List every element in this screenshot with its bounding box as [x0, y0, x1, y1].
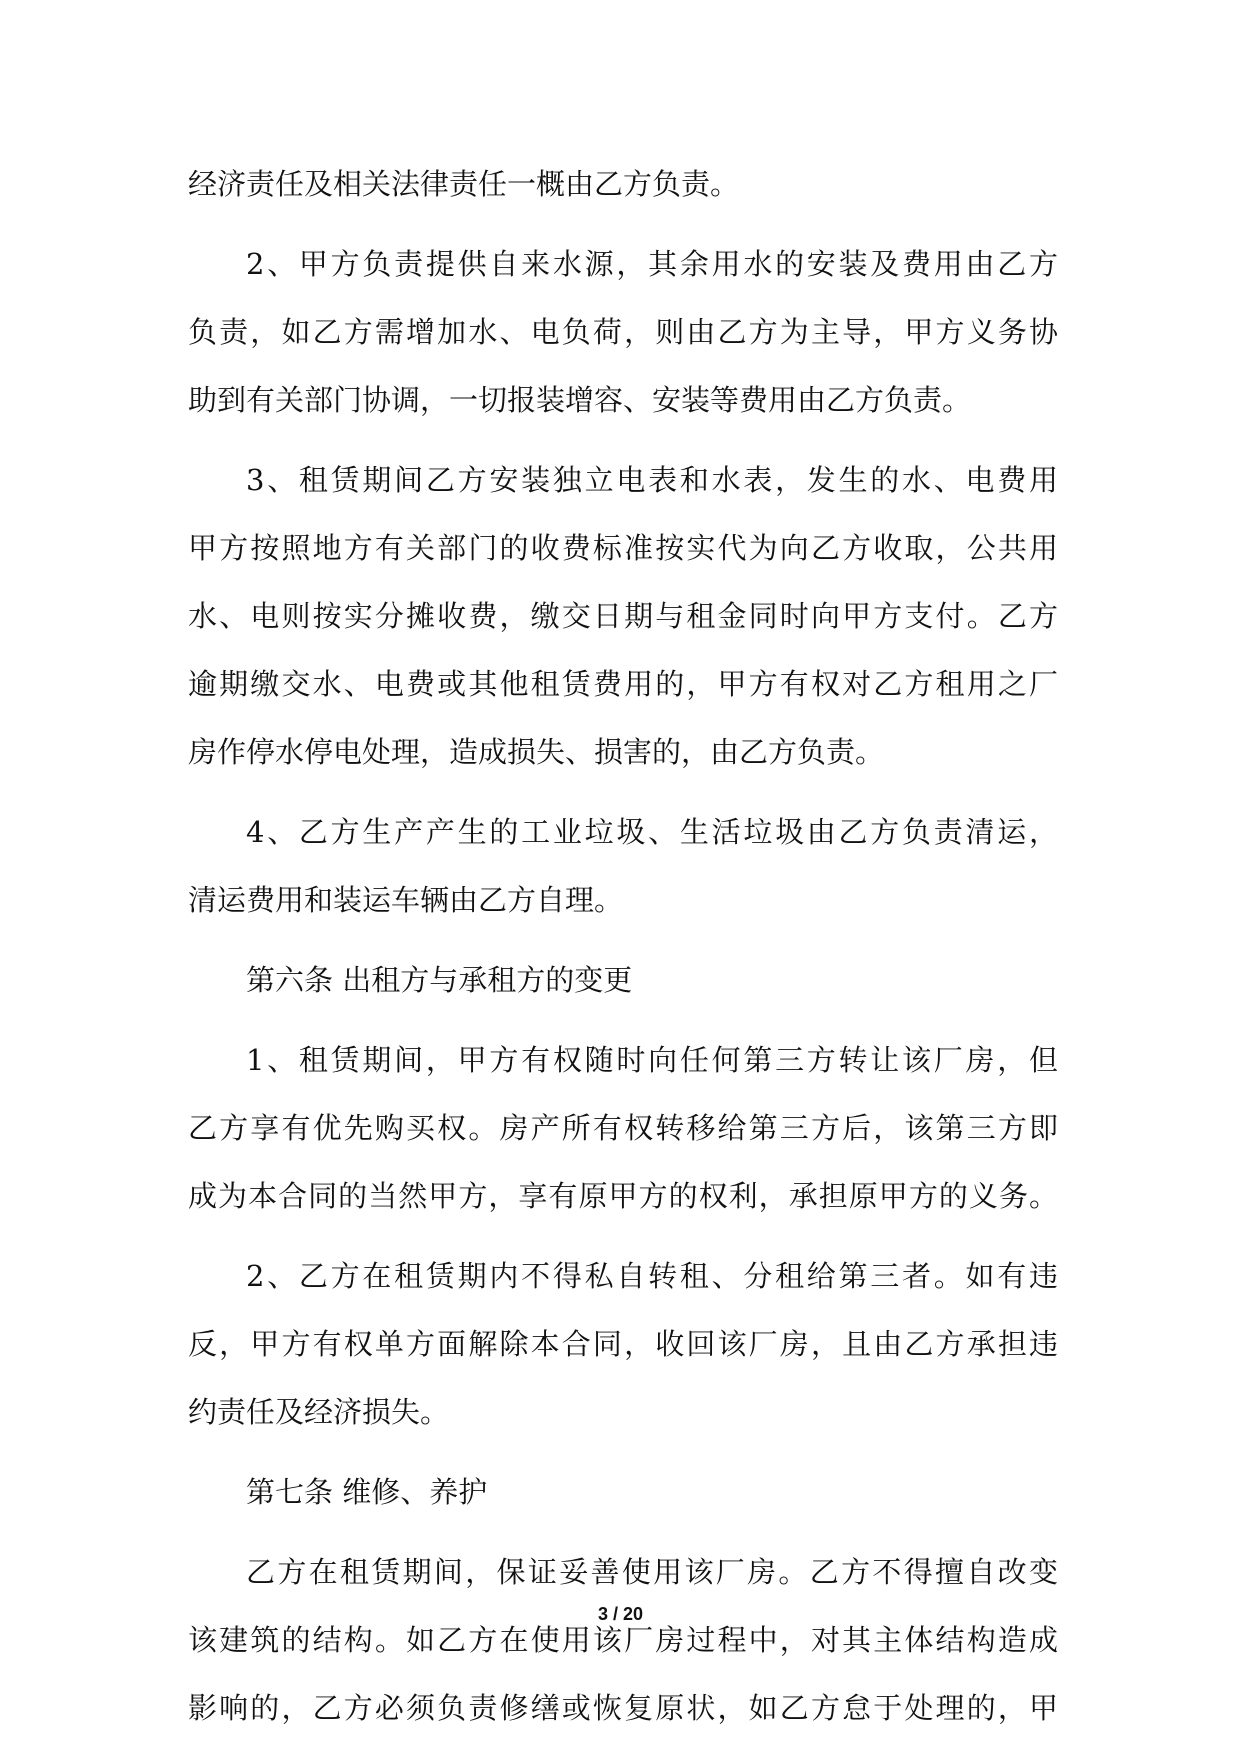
- text-line: 助到有关部门协调，一切报装增容、安装等费用由乙方负责。: [188, 383, 972, 417]
- section-heading: 第七条 维修、养护: [246, 1475, 488, 1509]
- text-line: 甲方按照地方有关部门的收费标准按实代为向乙方收取，公共用: [188, 531, 1058, 565]
- text-line: 水、电则按实分摊收费，缴交日期与租金同时向甲方支付。乙方: [188, 599, 1058, 633]
- text-line: 成为本合同的当然甲方，享有原甲方的权利，承担原甲方的义务。: [188, 1179, 1058, 1213]
- text-line: 反，甲方有权单方面解除本合同，收回该厂房，且由乙方承担违: [188, 1327, 1058, 1361]
- text-line: 乙方享有优先购买权。房产所有权转移给第三方后，该第三方即: [188, 1111, 1058, 1145]
- text-line: 2、乙方在租赁期内不得私自转租、分租给第三者。如有违: [246, 1259, 1058, 1293]
- paragraph-gap: [188, 934, 1058, 946]
- text-line: 清运费用和装运车辆由乙方自理。: [188, 883, 624, 917]
- paragraph-gap: [188, 1526, 1058, 1538]
- text-line: 房作停水停电处理，造成损失、损害的，由乙方负责。: [188, 735, 885, 769]
- text-line: 1、租赁期间，甲方有权随时向任何第三方转让该厂房，但: [246, 1043, 1058, 1077]
- text-line: 3、租赁期间乙方安装独立电表和水表，发生的水、电费用: [246, 463, 1058, 497]
- paragraph-gap: [188, 1446, 1058, 1458]
- paragraph-gap: [188, 1014, 1058, 1026]
- paragraph-gap: [188, 434, 1058, 446]
- document-body: [188, 150, 1058, 1742]
- text-line: 负责，如乙方需增加水、电负荷，则由乙方为主导，甲方义务协: [188, 315, 1058, 349]
- paragraph-gap: [188, 218, 1058, 230]
- text-line: 该建筑的结构。如乙方在使用该厂房过程中，对其主体结构造成: [188, 1623, 1058, 1657]
- page-number: 3 / 20: [597, 1604, 644, 1624]
- text-line: 逾期缴交水、电费或其他租赁费用的，甲方有权对乙方租用之厂: [188, 667, 1058, 701]
- text-line: 影响的，乙方必须负责修缮或恢复原状，如乙方怠于处理的，甲: [188, 1691, 1058, 1725]
- text-line: 约责任及经济损失。: [188, 1395, 450, 1429]
- section-heading: 第六条 出租方与承租方的变更: [246, 963, 633, 997]
- paragraph-gap: [188, 1230, 1058, 1242]
- text-line: 乙方在租赁期间，保证妥善使用该厂房。乙方不得擅自改变: [246, 1555, 1058, 1589]
- text-line: 2、甲方负责提供自来水源，其余用水的安装及费用由乙方: [246, 247, 1058, 281]
- text-line: 经济责任及相关法律责任一概由乙方负责。: [188, 167, 740, 201]
- text-line: 4、乙方生产产生的工业垃圾、生活垃圾由乙方负责清运，: [246, 815, 1058, 849]
- paragraph-gap: [188, 786, 1058, 798]
